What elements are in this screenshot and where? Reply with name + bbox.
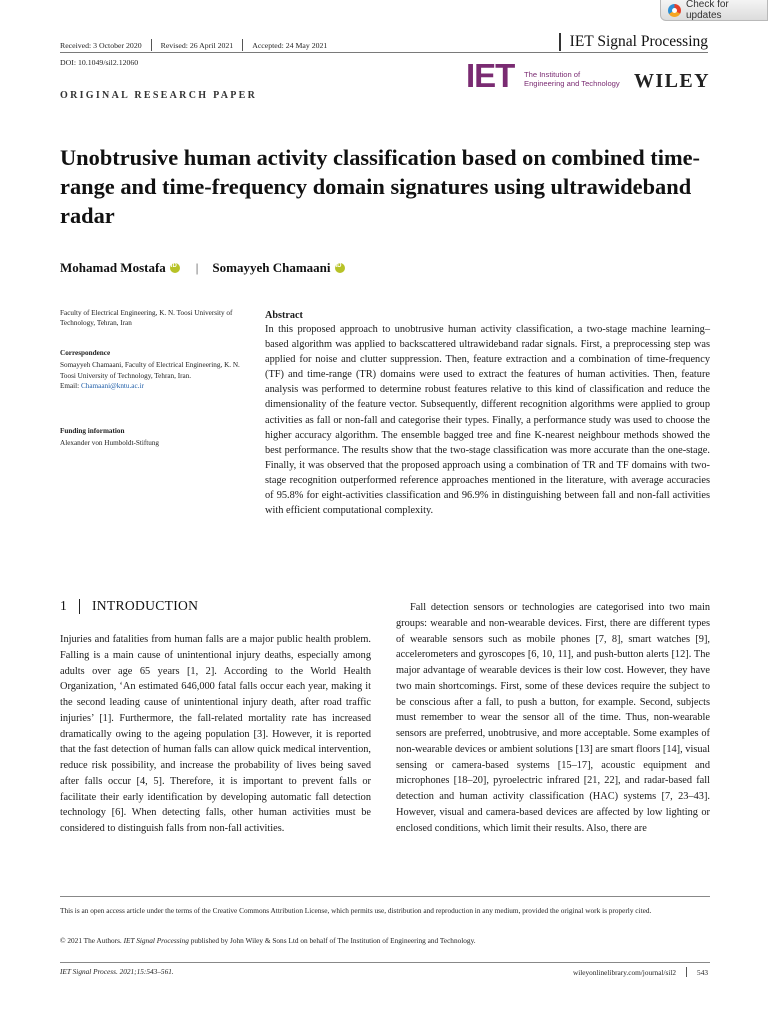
- intro-paragraph: Injuries and fatalities from human falls are a major public health problem. Falling is a main cause of unintentional injury deaths, especially among adults over age 65 years [1, 2]. According to the World Health Organization, ‘An estimated 646,000 fatal falls occur each year, making it the second leading cause of unintentional injury death, after road traffic injuries’ [1]. Furthermore, the fall-related mortality rate has increased dramatically owing to the ageing population [3]. However, it is reported that the fast detection of human falls can allow quick medical intervention, reduce risk possibility, and increase the probability of lives being saved after falls occur [4, 5]. Therefore, it is important to prevent falls or facilitate their early identification by developing automatic fall detection technology [6]. When detecting falls, other human activities must be considered to distinguish falls from non-fall activities.: [60, 634, 371, 834]
- copyright-prefix: © 2021 The Authors.: [60, 936, 122, 945]
- doi[interactable]: DOI: 10.1049/sil2.12060: [60, 58, 139, 67]
- article-type: ORIGINAL RESEARCH PAPER: [60, 90, 258, 101]
- correspondence-text: Somayyeh Chamaani, Faculty of Electrical Engineering, K. N. Toosi University of Technology, Tehran, Iran.: [60, 361, 240, 380]
- iet-line-2: Engineering and Technology: [524, 78, 620, 88]
- intro-column-right: [396, 600, 710, 836]
- citation-text: IET Signal Process. 2021;15:543–561.: [60, 967, 174, 976]
- divider: [79, 599, 80, 614]
- affiliation: Faculty of Electrical Engineering, K. N. Toosi University of Technology, Tehran, Iran: [60, 309, 233, 328]
- intro-column-left: [60, 632, 371, 837]
- iet-institution-text: [524, 71, 620, 88]
- iet-logo-text: IET: [466, 61, 515, 89]
- divider: [151, 39, 152, 51]
- correspondence-block: [60, 348, 250, 392]
- check-for-updates-label: Check for updates: [685, 0, 729, 21]
- intro-paragraph: Fall detection sensors or technologies are categorised into two main groups: wearable and non-wearable devices. First, there are different types of wearable sensors such as mobile phones [7, 8], smart watches [9], accelerometers and gyroscopes [6, 10, 11], and push-button alerts [12]. The major advantage of wearable devices is their low cost. However, they have two main shortcomings. First, some of these devices require the subject to be conscious after a fall, to push a button, for example. Second, subjects must remember to wear the sensor all of the time. Thus, non-wearable sensors are preferred, unobtrusive, and more acceptable. Some examples of non-wearable devices or ambient solutions [13] are smart floors [14], visual sensing or camera-based systems [15–17], acoustic equipment and microphones [18–20], pyroelectric infrared [21, 22], and radar-based fall detection and human activity classification (HAC) systems [7, 23–43]. However, visual and camera-based devices are affected by low lighting or enclosed conditions, which limit their results. Also, there are: [396, 602, 710, 834]
- article-title: Unobtrusive human activity classification based on combined time-range and time-frequency domain signatures using ultrawideband radar: [60, 145, 701, 228]
- divider: [242, 39, 243, 51]
- funding-text: Alexander von Humboldt-Stiftung: [60, 439, 160, 448]
- email-line: [60, 381, 250, 391]
- correspondence-heading: Correspondence: [60, 349, 111, 357]
- received-date: Received: 3 October 2020: [60, 40, 142, 50]
- copyright-note: [60, 936, 710, 945]
- page-number: 543: [697, 967, 708, 977]
- divider: [686, 967, 687, 977]
- email-link[interactable]: Chamaani@kntu.ac.ir: [80, 382, 144, 391]
- license-note: This is an open access article under the terms of the Creative Commons Attribution License, which permits use, distribution and reproduction in any medium, provided the original work is properly cited.: [60, 906, 652, 915]
- accepted-date: Accepted: 24 May 2021: [252, 40, 328, 50]
- page-footer-right: [573, 967, 708, 977]
- author-list: [60, 260, 347, 276]
- section-heading: [60, 598, 198, 614]
- check-for-updates-button[interactable]: [660, 0, 768, 21]
- revised-date: Revised: 26 April 2021: [160, 40, 234, 50]
- header-rule: [60, 52, 708, 53]
- divider: |: [195, 260, 199, 275]
- footer-rule: [60, 962, 710, 963]
- iet-logo: [466, 61, 522, 89]
- funding-heading: Funding information: [60, 427, 125, 435]
- section-number: 1: [60, 598, 67, 613]
- citation: [60, 967, 174, 976]
- section-title: INTRODUCTION: [91, 598, 199, 613]
- wiley-logo: WILEY: [634, 70, 710, 92]
- crossmark-icon: [668, 4, 681, 17]
- email-label: Email:: [60, 382, 80, 391]
- abstract-heading: Abstract: [265, 310, 303, 321]
- abstract-text: In this proposed approach to unobtrusive human activity classification, a two-stage machine learning–based algorithm was applied to backscattered ultrawideband radar signals. First, a preprocessing step was applied for noise and clutter suppression. Then, feature extraction and a combination of time-frequency (TF) and time-range (TR) domains were used to extract the features of human activities. Then, feature analysis was performed to determine robust features relative to this kind of classification and reduce the dimensionality of the feature vector. Subsequently, different recognition algorithms were applied to group activities as fall or non-fall and categorise their types. Finally, a performance study was used to choose the higher accuracy algorithm. The ensemble bagged tree and fine K-nearest neighbour methods showed the best performance. The results show that the two-stage classification was more accurate than the one-stage. Finally, it was observed that the proposed approach using a combination of TR and TF domains with two-stage recognition outperformed reference approaches mentioned in the literature, with average accuracies of 95.8% for eight-activities classification and 96.9% in distinguishing between fall and non-fall activities with efficient computational complexity.: [265, 324, 710, 517]
- divider: [559, 33, 561, 51]
- history-dates: [60, 39, 327, 51]
- orcid-icon[interactable]: [335, 263, 345, 273]
- journal-url[interactable]: wileyonlinelibrary.com/journal/sil2: [572, 967, 677, 977]
- funding-block: [60, 426, 250, 449]
- journal-title: IET Signal Processing: [569, 33, 708, 50]
- author-name[interactable]: Mohamad Mostafa: [60, 260, 166, 275]
- iet-line-1: The Institution of: [524, 70, 581, 79]
- author-name[interactable]: Somayyeh Chamaani: [212, 260, 331, 275]
- orcid-icon[interactable]: [170, 263, 180, 273]
- journal-name: [559, 33, 708, 51]
- footer-rule: [60, 896, 710, 897]
- copyright-rest: published by John Wiley & Sons Ltd on behalf of The Institution of Engineering and Technology.: [190, 936, 476, 945]
- copyright-journal: IET Signal Processing: [123, 936, 189, 945]
